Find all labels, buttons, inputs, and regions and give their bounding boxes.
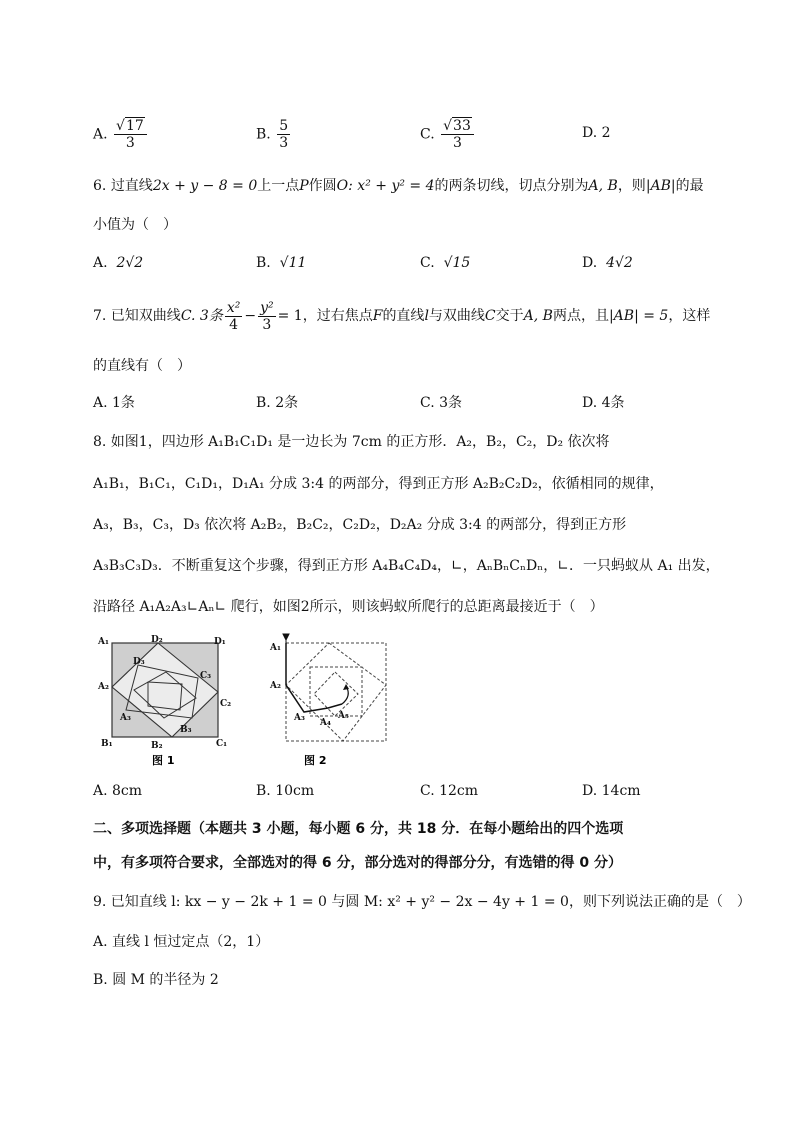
label-C2: C₂ <box>220 699 232 709</box>
q5-a-radicand: 17 <box>125 118 144 134</box>
q5-option-d[interactable]: D. 2 <box>582 125 611 141</box>
label-B3: B₃ <box>180 725 192 735</box>
q8-stem-line5: 沿路径 A₁A₂A₃∟Aₙ∟ 爬行，如图2所示，则该蚂蚁所爬行的总距离最接近于（ ） <box>93 599 604 615</box>
label-A2: A₂ <box>98 682 109 692</box>
outer-dashed-square <box>286 643 386 741</box>
q8-option-c[interactable]: C. 12cm <box>420 783 479 799</box>
q9-stem: 9. 已知直线 l: kx − y − 2k + 1 = 0 与圆 M: x² + y² − 2x − 4y + 1 = 0，则下列说法正确的是（ ） <box>93 894 751 910</box>
ant-icon <box>283 634 289 643</box>
label2-A5: A₅ <box>338 711 349 721</box>
q6-stem-line2: 小值为（ ） <box>93 217 177 233</box>
label-D3: D₃ <box>133 657 145 667</box>
label2-A3: A₃ <box>294 713 305 723</box>
label-C1: C₁ <box>216 739 228 749</box>
section-2-heading-line2: 中，有多项符合要求，全部选对的得 6 分，部分选对的得部分分，有选错的得 0 分） <box>93 855 622 871</box>
q5-option-b[interactable]: B. $\frac{5}{3}$ <box>256 118 289 151</box>
figure-1 <box>96 632 236 768</box>
figure-2 <box>262 632 392 768</box>
q8-option-b[interactable]: B. 10cm <box>256 783 315 799</box>
q9-option-a[interactable]: A. 直线 l 恒过定点（2，1） <box>93 934 270 950</box>
label-C3: C₃ <box>200 671 212 681</box>
label-B2: B₂ <box>151 741 163 751</box>
q8-stem-line1: 8. 如图1，四边形 A₁B₁C₁D₁ 是一边长为 7cm 的正方形．A₂，B₂，C₂，D₂ 依次将 <box>93 434 610 450</box>
section-2-heading-line1: 二、多项选择题（本题共 3 小题，每小题 6 分，共 18 分．在每小题给出的四个选项 <box>93 821 624 837</box>
q7-option-d[interactable]: D. 4条 <box>582 395 625 411</box>
q6-option-b[interactable]: B. √11 <box>256 255 307 271</box>
q6-stem-line1: 6. 过直线2x + y − 8 = 0上一点P作圆O: x² + y² = 4的两条切线，切点分别为A, B，则|AB|的最 <box>93 178 704 194</box>
q7-option-a[interactable]: A. 1条 <box>93 395 135 411</box>
figure-2-caption: 图 2 <box>304 754 327 767</box>
label2-A1: A₁ <box>270 643 281 653</box>
q7-stem-line1: 7. 已知双曲线C. 3条 $\frac{\text{x²}}{4}$ − $\frac{\text{y²}}{3}$ = 1，过右焦点F的直线l与双曲线C交于A, B两点，且|AB| = 5，这样 <box>93 299 711 333</box>
q9-option-b[interactable]: B. 圆 M 的半径为 2 <box>93 972 219 988</box>
figure-1-caption: 图 1 <box>152 754 175 767</box>
q5-option-a[interactable]: A. $\frac{√17}{3}$ <box>93 118 149 151</box>
q8-stem-line2: A₁B₁，B₁C₁，C₁D₁，D₁A₁ 分成 3:4 的两部分，得到正方形 A₂B₂C₂D₂，依循相同的规律， <box>93 476 664 492</box>
label-A3: A₃ <box>120 713 131 723</box>
q7-stem-line2: 的直线有（ ） <box>93 358 191 374</box>
dashed-square-2 <box>286 643 386 741</box>
q8-stem-line3: A₃，B₃，C₃，D₃ 依次将 A₂B₂，B₂C₂，C₂D₂，D₂A₂ 分成 3:4 的两部分，得到正方形 <box>93 517 627 533</box>
label2-A2: A₂ <box>270 681 281 691</box>
q6-option-a[interactable]: A. 2√2 <box>93 255 144 271</box>
label-D1: D₁ <box>214 637 226 647</box>
q5-option-c[interactable]: C. $\frac{√33}{3}$ <box>420 118 476 151</box>
q6-option-c[interactable]: C. √15 <box>420 255 471 271</box>
label2-A4: A₄ <box>320 718 331 728</box>
label-D2: D₂ <box>151 635 163 645</box>
label-A1: A₁ <box>98 637 109 647</box>
label-B1: B₁ <box>101 739 113 749</box>
q7-option-b[interactable]: B. 2条 <box>256 395 299 411</box>
q8-option-a[interactable]: A. 8cm <box>93 783 143 799</box>
q8-option-d[interactable]: D. 14cm <box>582 783 641 799</box>
q8-stem-line4: A₃B₃C₃D₃．不断重复这个步骤，得到正方形 A₄B₄C₄D₄，∟，AₙBₙCₙDₙ，∟．一只蚂蚁从 A₁ 出发， <box>93 558 720 574</box>
q6-option-d[interactable]: D. 4√2 <box>582 255 633 271</box>
q7-option-c[interactable]: C. 3条 <box>420 395 463 411</box>
ant-path <box>286 643 342 712</box>
dashed-square-3 <box>310 667 362 716</box>
arrow-head-icon <box>343 684 349 690</box>
